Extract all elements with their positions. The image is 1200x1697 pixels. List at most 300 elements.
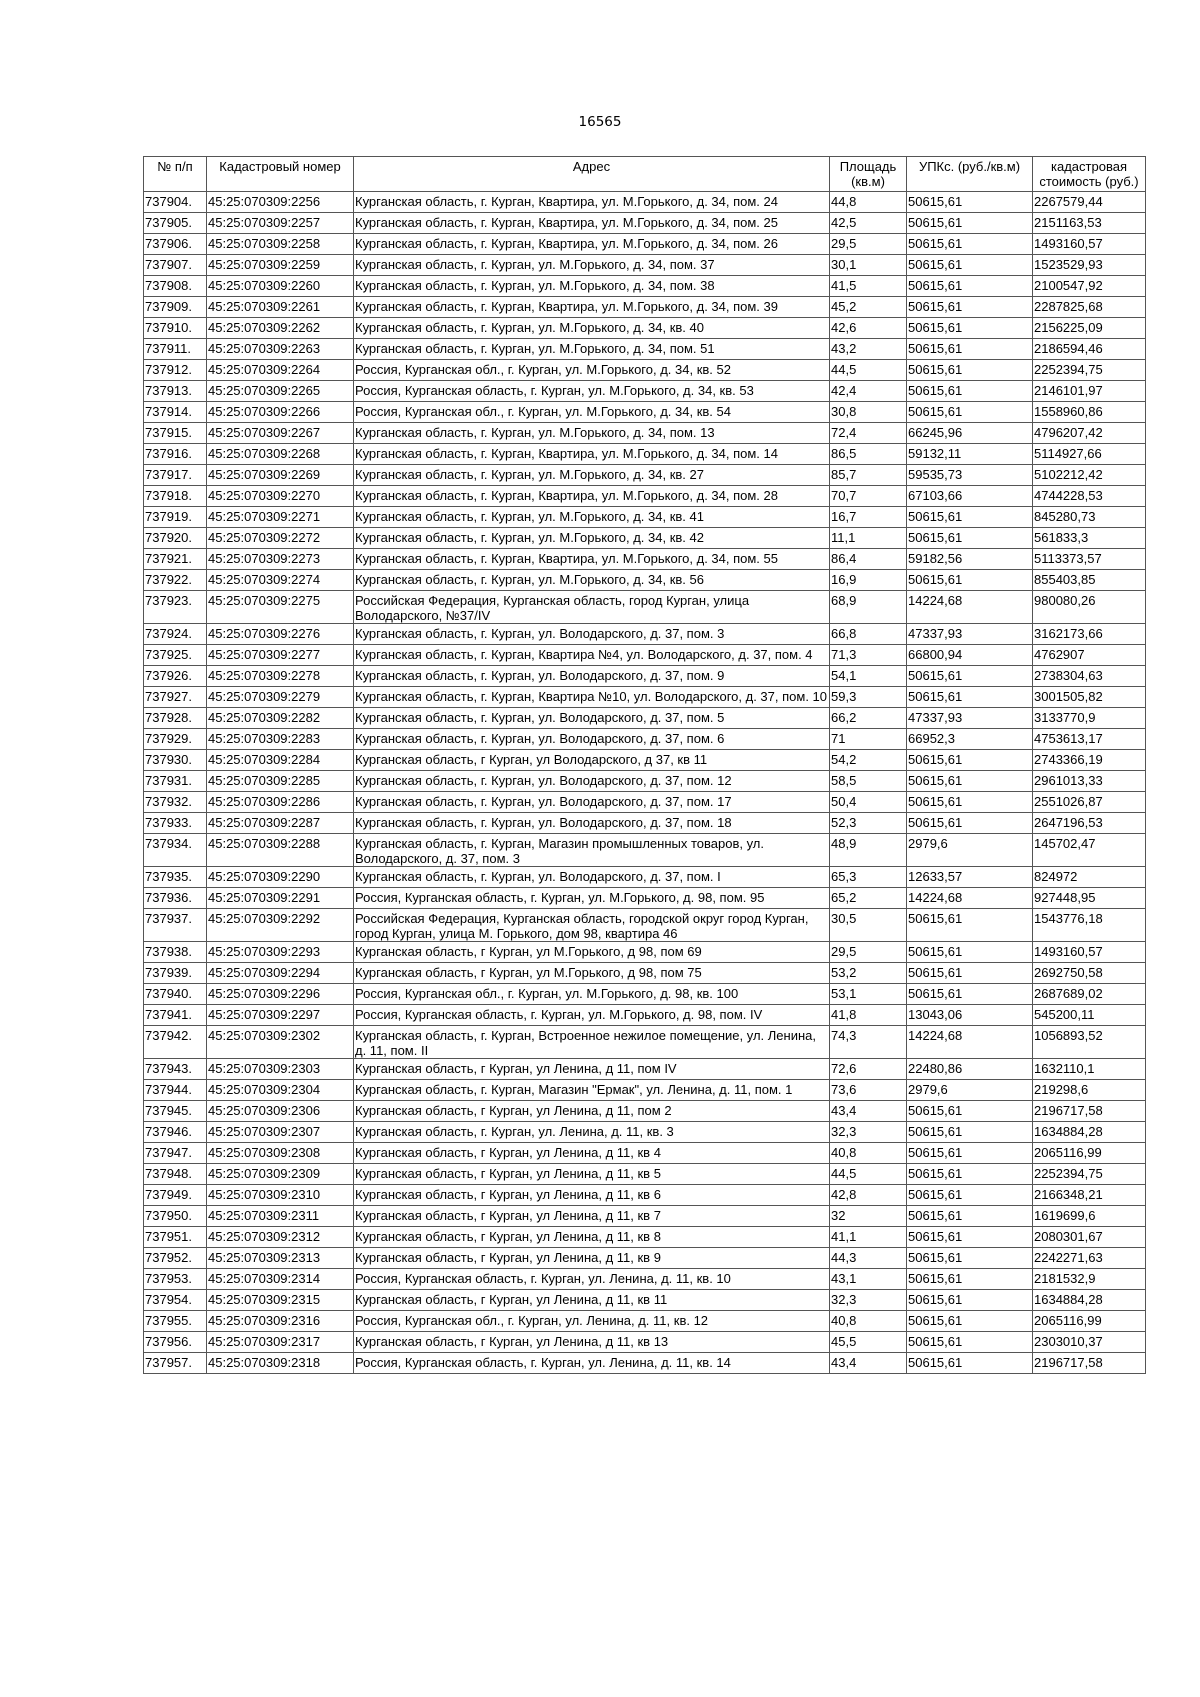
cell-num: 737914. [144,402,207,423]
cell-address: Курганская область, г. Курган, ул. Володарского, д. 37, пом. 18 [354,813,830,834]
cell-area: 59,3 [830,687,907,708]
cell-upks: 59182,56 [907,549,1033,570]
cell-cadastral-number: 45:25:070309:2309 [207,1164,354,1185]
cell-num: 737925. [144,645,207,666]
header-num: № п/п [144,157,207,192]
table-row [144,1059,1146,1080]
cell-upks: 59132,11 [907,444,1033,465]
cell-cadastral-value: 4796207,42 [1033,423,1146,444]
table-row [144,591,1146,624]
cell-address: Курганская область, г. Курган, Квартира, ул. М.Горького, д. 34, пом. 24 [354,192,830,213]
cell-area: 32,3 [830,1122,907,1143]
cell-cadastral-number: 45:25:070309:2263 [207,339,354,360]
cell-upks: 50615,61 [907,1101,1033,1122]
cell-cadastral-number: 45:25:070309:2276 [207,624,354,645]
cell-address: Курганская область, г. Курган, ул. Володарского, д. 37, пом. 6 [354,729,830,750]
cadastral-value-table [143,156,1146,1374]
cell-cadastral-number: 45:25:070309:2260 [207,276,354,297]
cell-area: 44,8 [830,192,907,213]
cell-address: Курганская область, г Курган, ул М.Горького, д 98, пом 69 [354,942,830,963]
cell-area: 85,7 [830,465,907,486]
table-row [144,687,1146,708]
cell-cadastral-number: 45:25:070309:2275 [207,591,354,624]
table-row [144,666,1146,687]
cell-address: Курганская область, г. Курган, ул. М.Горького, д. 34, пом. 13 [354,423,830,444]
cell-num: 737947. [144,1143,207,1164]
cell-cadastral-number: 45:25:070309:2291 [207,888,354,909]
cell-area: 40,8 [830,1311,907,1332]
cell-cadastral-number: 45:25:070309:2264 [207,360,354,381]
cell-cadastral-value: 145702,47 [1033,834,1146,867]
cell-cadastral-value: 1543776,18 [1033,909,1146,942]
cell-area: 16,7 [830,507,907,528]
cell-address: Курганская область, г. Курган, ул. М.Горького, д. 34, кв. 56 [354,570,830,591]
cell-cadastral-number: 45:25:070309:2271 [207,507,354,528]
table-row [144,645,1146,666]
cell-cadastral-number: 45:25:070309:2288 [207,834,354,867]
cell-cadastral-value: 855403,85 [1033,570,1146,591]
cell-cadastral-number: 45:25:070309:2317 [207,1332,354,1353]
cell-area: 73,6 [830,1080,907,1101]
cell-cadastral-value: 2687689,02 [1033,984,1146,1005]
table-row [144,1101,1146,1122]
cell-cadastral-value: 4744228,53 [1033,486,1146,507]
table-row [144,381,1146,402]
cell-cadastral-number: 45:25:070309:2270 [207,486,354,507]
cell-num: 737918. [144,486,207,507]
cell-cadastral-value: 2692750,58 [1033,963,1146,984]
cell-address: Курганская область, г. Курган, ул. М.Горького, д. 34, пом. 38 [354,276,830,297]
cell-area: 44,5 [830,360,907,381]
cell-upks: 50615,61 [907,1353,1033,1374]
cell-cadastral-value: 5113373,57 [1033,549,1146,570]
cell-num: 737957. [144,1353,207,1374]
table-row [144,339,1146,360]
table-row [144,888,1146,909]
cell-area: 66,8 [830,624,907,645]
cell-cadastral-number: 45:25:070309:2306 [207,1101,354,1122]
table-row [144,465,1146,486]
cell-upks: 50615,61 [907,909,1033,942]
cell-upks: 50615,61 [907,192,1033,213]
cell-cadastral-value: 2065116,99 [1033,1311,1146,1332]
table-row [144,1290,1146,1311]
cell-num: 737942. [144,1026,207,1059]
cell-upks: 50615,61 [907,750,1033,771]
table-row [144,192,1146,213]
cell-address: Курганская область, г Курган, ул Ленина, д 11, кв 7 [354,1206,830,1227]
cell-area: 65,2 [830,888,907,909]
table-row [144,792,1146,813]
cell-upks: 13043,06 [907,1005,1033,1026]
table-row [144,624,1146,645]
cell-cadastral-value: 3162173,66 [1033,624,1146,645]
cell-address: Курганская область, г. Курган, ул. Володарского, д. 37, пом. I [354,867,830,888]
cell-cadastral-number: 45:25:070309:2265 [207,381,354,402]
cell-cadastral-value: 2647196,53 [1033,813,1146,834]
cell-cadastral-number: 45:25:070309:2278 [207,666,354,687]
cell-cadastral-value: 2242271,63 [1033,1248,1146,1269]
cell-cadastral-number: 45:25:070309:2316 [207,1311,354,1332]
cell-num: 737922. [144,570,207,591]
cell-cadastral-number: 45:25:070309:2268 [207,444,354,465]
cell-cadastral-number: 45:25:070309:2269 [207,465,354,486]
cell-address: Курганская область, г Курган, ул Ленина, д 11, кв 8 [354,1227,830,1248]
cell-cadastral-value: 927448,95 [1033,888,1146,909]
cell-cadastral-value: 2186594,46 [1033,339,1146,360]
cell-area: 41,8 [830,1005,907,1026]
cell-address: Курганская область, г. Курган, ул. Володарского, д. 37, пом. 9 [354,666,830,687]
cell-area: 30,1 [830,255,907,276]
cell-num: 737949. [144,1185,207,1206]
cell-cadastral-value: 2166348,21 [1033,1185,1146,1206]
table-row [144,1269,1146,1290]
cell-cadastral-number: 45:25:070309:2315 [207,1290,354,1311]
cell-cadastral-value: 2267579,44 [1033,192,1146,213]
cell-address: Россия, Курганская обл., г. Курган, ул. Ленина, д. 11, кв. 12 [354,1311,830,1332]
cell-area: 68,9 [830,591,907,624]
cell-area: 42,6 [830,318,907,339]
cell-cadastral-number: 45:25:070309:2292 [207,909,354,942]
cell-num: 737929. [144,729,207,750]
table-row [144,750,1146,771]
cell-address: Курганская область, г Курган, ул Ленина, д 11, кв 9 [354,1248,830,1269]
cell-upks: 2979,6 [907,1080,1033,1101]
cell-upks: 50615,61 [907,339,1033,360]
cell-area: 48,9 [830,834,907,867]
table-row [144,1143,1146,1164]
cell-address: Россия, Курганская область, г. Курган, ул. М.Горького, д. 98, пом. IV [354,1005,830,1026]
cell-address: Курганская область, г Курган, ул Ленина, д 11, кв 11 [354,1290,830,1311]
cell-num: 737927. [144,687,207,708]
cell-area: 43,4 [830,1101,907,1122]
table-row [144,1353,1146,1374]
cell-upks: 50615,61 [907,1269,1033,1290]
table-row [144,1332,1146,1353]
cell-upks: 50615,61 [907,360,1033,381]
cell-address: Курганская область, г. Курган, Магазин промышленных товаров, ул. Володарского, д. 37, пом. 3 [354,834,830,867]
cell-area: 29,5 [830,942,907,963]
cell-num: 737931. [144,771,207,792]
cell-upks: 50615,61 [907,318,1033,339]
cell-cadastral-number: 45:25:070309:2314 [207,1269,354,1290]
cell-upks: 50615,61 [907,1227,1033,1248]
cell-cadastral-value: 5114927,66 [1033,444,1146,465]
cell-num: 737950. [144,1206,207,1227]
cell-upks: 50615,61 [907,570,1033,591]
header-cadastral-value: кадастровая стоимость (руб.) [1033,157,1146,192]
cell-upks: 50615,61 [907,528,1033,549]
cell-address: Курганская область, г. Курган, ул. М.Горького, д. 34, кв. 41 [354,507,830,528]
table-row [144,213,1146,234]
cell-upks: 50615,61 [907,1185,1033,1206]
cell-upks: 59535,73 [907,465,1033,486]
cell-num: 737904. [144,192,207,213]
cell-address: Курганская область, г. Курган, Квартира, ул. М.Горького, д. 34, пом. 28 [354,486,830,507]
table-row [144,360,1146,381]
cell-cadastral-number: 45:25:070309:2284 [207,750,354,771]
table-row [144,570,1146,591]
table-row [144,909,1146,942]
cell-cadastral-value: 2252394,75 [1033,360,1146,381]
cell-cadastral-number: 45:25:070309:2259 [207,255,354,276]
cell-area: 42,8 [830,1185,907,1206]
cell-num: 737910. [144,318,207,339]
cell-upks: 22480,86 [907,1059,1033,1080]
table-row [144,1206,1146,1227]
cell-address: Россия, Курганская область, г. Курган, ул. Ленина, д. 11, кв. 10 [354,1269,830,1290]
cell-address: Курганская область, г. Курган, Квартира, ул. М.Горького, д. 34, пом. 25 [354,213,830,234]
cell-num: 737906. [144,234,207,255]
cell-num: 737919. [144,507,207,528]
cell-upks: 14224,68 [907,888,1033,909]
cell-area: 43,1 [830,1269,907,1290]
cell-cadastral-value: 1634884,28 [1033,1122,1146,1143]
cell-cadastral-value: 1619699,6 [1033,1206,1146,1227]
cell-address: Курганская область, г. Курган, ул. М.Горького, д. 34, кв. 42 [354,528,830,549]
cell-address: Курганская область, г. Курган, ул. Володарского, д. 37, пом. 17 [354,792,830,813]
cell-area: 74,3 [830,1026,907,1059]
table-row [144,423,1146,444]
cell-address: Россия, Курганская область, г. Курган, ул. Ленина, д. 11, кв. 14 [354,1353,830,1374]
cell-address: Курганская область, г. Курган, Квартира №10, ул. Володарского, д. 37, пом. 10 [354,687,830,708]
cell-upks: 50615,61 [907,507,1033,528]
cell-upks: 66800,94 [907,645,1033,666]
cell-area: 40,8 [830,1143,907,1164]
cell-cadastral-number: 45:25:070309:2277 [207,645,354,666]
cell-upks: 2979,6 [907,834,1033,867]
cell-area: 52,3 [830,813,907,834]
cell-num: 737933. [144,813,207,834]
cell-num: 737912. [144,360,207,381]
cell-upks: 50615,61 [907,984,1033,1005]
table-row [144,1026,1146,1059]
table-row [144,444,1146,465]
cell-cadastral-number: 45:25:070309:2311 [207,1206,354,1227]
cell-cadastral-number: 45:25:070309:2310 [207,1185,354,1206]
table-row [144,276,1146,297]
cell-area: 41,5 [830,276,907,297]
cell-cadastral-value: 2196717,58 [1033,1101,1146,1122]
cell-upks: 50615,61 [907,234,1033,255]
table-header-row [144,157,1146,192]
cell-num: 737913. [144,381,207,402]
cell-cadastral-value: 845280,73 [1033,507,1146,528]
cell-cadastral-number: 45:25:070309:2274 [207,570,354,591]
cell-num: 737930. [144,750,207,771]
cell-area: 29,5 [830,234,907,255]
cell-cadastral-value: 980080,26 [1033,591,1146,624]
cell-upks: 47337,93 [907,708,1033,729]
cell-address: Курганская область, г. Курган, Квартира, ул. М.Горького, д. 34, пом. 26 [354,234,830,255]
cell-cadastral-value: 2080301,67 [1033,1227,1146,1248]
cell-address: Российская Федерация, Курганская область, городской округ город Курган, город Курган, улица М. Горького, дом 98, квартира 46 [354,909,830,942]
cell-num: 737934. [144,834,207,867]
table-row [144,1227,1146,1248]
cell-area: 43,4 [830,1353,907,1374]
cell-num: 737939. [144,963,207,984]
cell-cadastral-value: 1634884,28 [1033,1290,1146,1311]
cell-address: Курганская область, г Курган, ул М.Горького, д 98, пом 75 [354,963,830,984]
cell-cadastral-value: 2196717,58 [1033,1353,1146,1374]
cell-address: Россия, Курганская область, г. Курган, ул. М.Горького, д. 98, пом. 95 [354,888,830,909]
table-row [144,1311,1146,1332]
cell-area: 11,1 [830,528,907,549]
table-row [144,963,1146,984]
cell-num: 737941. [144,1005,207,1026]
cell-num: 737926. [144,666,207,687]
cell-upks: 50615,61 [907,963,1033,984]
cell-num: 737940. [144,984,207,1005]
cell-cadastral-value: 545200,11 [1033,1005,1146,1026]
cell-area: 32 [830,1206,907,1227]
cell-cadastral-value: 1056893,52 [1033,1026,1146,1059]
cell-cadastral-value: 2146101,97 [1033,381,1146,402]
cell-cadastral-value: 1493160,57 [1033,234,1146,255]
cell-cadastral-value: 4762907 [1033,645,1146,666]
cell-upks: 50615,61 [907,942,1033,963]
cell-cadastral-number: 45:25:070309:2258 [207,234,354,255]
header-address: Адрес [354,157,830,192]
cell-area: 58,5 [830,771,907,792]
cell-cadastral-value: 1523529,93 [1033,255,1146,276]
cell-area: 54,2 [830,750,907,771]
cell-cadastral-value: 2287825,68 [1033,297,1146,318]
cell-num: 737908. [144,276,207,297]
cell-upks: 66245,96 [907,423,1033,444]
cell-area: 44,5 [830,1164,907,1185]
header-cadastral-number: Кадастровый номер [207,157,354,192]
cell-num: 737915. [144,423,207,444]
cell-num: 737954. [144,1290,207,1311]
cell-num: 737905. [144,213,207,234]
cell-upks: 67103,66 [907,486,1033,507]
cell-cadastral-value: 2100547,92 [1033,276,1146,297]
cell-area: 30,8 [830,402,907,423]
cell-upks: 50615,61 [907,813,1033,834]
cell-num: 737924. [144,624,207,645]
cell-cadastral-number: 45:25:070309:2262 [207,318,354,339]
cell-upks: 50615,61 [907,402,1033,423]
cell-area: 71 [830,729,907,750]
table-row [144,402,1146,423]
cell-upks: 50615,61 [907,792,1033,813]
table-row [144,813,1146,834]
cell-num: 737956. [144,1332,207,1353]
table-row [144,1164,1146,1185]
cell-area: 72,4 [830,423,907,444]
cell-cadastral-number: 45:25:070309:2303 [207,1059,354,1080]
cell-area: 53,1 [830,984,907,1005]
cell-upks: 50615,61 [907,687,1033,708]
cell-cadastral-value: 2551026,87 [1033,792,1146,813]
table-row [144,1080,1146,1101]
cell-cadastral-number: 45:25:070309:2318 [207,1353,354,1374]
cell-area: 54,1 [830,666,907,687]
cell-address: Курганская область, г Курган, ул Ленина, д 11, пом 2 [354,1101,830,1122]
cell-area: 43,2 [830,339,907,360]
header-upks: УПКс. (руб./кв.м) [907,157,1033,192]
cell-cadastral-number: 45:25:070309:2279 [207,687,354,708]
cell-cadastral-value: 5102212,42 [1033,465,1146,486]
table-row [144,708,1146,729]
cell-area: 53,2 [830,963,907,984]
cell-upks: 50615,61 [907,1206,1033,1227]
table-row [144,834,1146,867]
cell-num: 737936. [144,888,207,909]
page-number: 16565 [578,114,622,130]
cell-cadastral-value: 2151163,53 [1033,213,1146,234]
table-row [144,1248,1146,1269]
cell-address: Курганская область, г Курган, ул Ленина, д 11, кв 4 [354,1143,830,1164]
cell-cadastral-number: 45:25:070309:2285 [207,771,354,792]
cell-upks: 50615,61 [907,666,1033,687]
cell-upks: 50615,61 [907,1332,1033,1353]
cell-address: Курганская область, г. Курган, ул. М.Горького, д. 34, кв. 40 [354,318,830,339]
table-row [144,942,1146,963]
cell-area: 41,1 [830,1227,907,1248]
cell-address: Курганская область, г Курган, ул Володарского, д 37, кв 11 [354,750,830,771]
table-row [144,507,1146,528]
cell-cadastral-number: 45:25:070309:2287 [207,813,354,834]
cell-cadastral-number: 45:25:070309:2312 [207,1227,354,1248]
table-row [144,1005,1146,1026]
cell-cadastral-value: 2303010,37 [1033,1332,1146,1353]
cell-address: Курганская область, г. Курган, Квартира, ул. М.Горького, д. 34, пом. 14 [354,444,830,465]
cell-address: Курганская область, г. Курган, Встроенное нежилое помещение, ул. Ленина, д. 11, пом. II [354,1026,830,1059]
cell-num: 737921. [144,549,207,570]
table-row [144,867,1146,888]
cell-num: 737935. [144,867,207,888]
cell-address: Курганская область, г. Курган, Квартира, ул. М.Горького, д. 34, пом. 39 [354,297,830,318]
table-row [144,984,1146,1005]
cell-upks: 14224,68 [907,591,1033,624]
cell-num: 737909. [144,297,207,318]
cell-num: 737938. [144,942,207,963]
cell-address: Курганская область, г Курган, ул Ленина, д 11, кв 5 [354,1164,830,1185]
cell-address: Курганская область, г. Курган, ул. Володарского, д. 37, пом. 3 [354,624,830,645]
cell-address: Курганская область, г. Курган, ул. М.Горького, д. 34, пом. 37 [354,255,830,276]
cell-upks: 50615,61 [907,1311,1033,1332]
cell-num: 737955. [144,1311,207,1332]
cell-upks: 50615,61 [907,381,1033,402]
cell-area: 44,3 [830,1248,907,1269]
cell-upks: 50615,61 [907,1248,1033,1269]
header-area: Площадь (кв.м) [830,157,907,192]
cell-num: 737917. [144,465,207,486]
cell-address: Курганская область, г Курган, ул Ленина, д 11, пом IV [354,1059,830,1080]
cell-address: Россия, Курганская обл., г. Курган, ул. М.Горького, д. 98, кв. 100 [354,984,830,1005]
cell-num: 737928. [144,708,207,729]
table-row [144,729,1146,750]
cell-num: 737916. [144,444,207,465]
cell-cadastral-number: 45:25:070309:2272 [207,528,354,549]
cell-area: 66,2 [830,708,907,729]
cell-address: Курганская область, г. Курган, ул. М.Горького, д. 34, пом. 51 [354,339,830,360]
cell-num: 737952. [144,1248,207,1269]
cell-cadastral-number: 45:25:070309:2308 [207,1143,354,1164]
cell-num: 737948. [144,1164,207,1185]
cell-upks: 50615,61 [907,297,1033,318]
cell-cadastral-number: 45:25:070309:2304 [207,1080,354,1101]
table-row [144,1185,1146,1206]
cell-num: 737937. [144,909,207,942]
cell-upks: 50615,61 [907,1122,1033,1143]
table-row [144,771,1146,792]
cell-cadastral-number: 45:25:070309:2286 [207,792,354,813]
cell-address: Курганская область, г. Курган, Магазин "Ермак", ул. Ленина, д. 11, пом. 1 [354,1080,830,1101]
cell-cadastral-number: 45:25:070309:2293 [207,942,354,963]
